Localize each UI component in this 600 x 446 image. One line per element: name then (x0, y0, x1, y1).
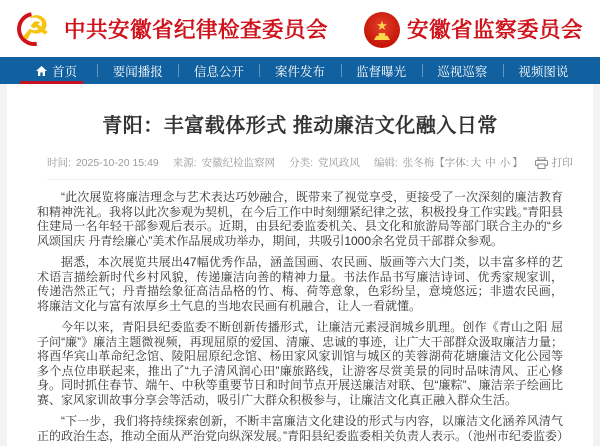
org-link-discipline-commission[interactable] (17, 9, 328, 49)
national-emblem-icon (364, 12, 400, 48)
print-button-label: 打印 (551, 157, 573, 169)
font-size-suffix: 】 (512, 157, 523, 169)
font-size-control (434, 155, 522, 170)
org-name-discipline-commission: 中共安徽省纪律检查委员会 (63, 18, 328, 42)
org-name-supervisory-committee: 安徽省监察委员会 (407, 18, 584, 42)
org-link-supervisory-committee[interactable] (364, 10, 583, 48)
nav-item-supervision-exposure[interactable] (341, 57, 422, 84)
article-title: 青阳：丰富载体形式 推动廉洁文化融入日常 (102, 115, 498, 137)
font-size-small-button[interactable]: 小 (499, 157, 511, 169)
article-body (7, 180, 593, 443)
nav-item-label: 巡视巡察 (437, 64, 488, 79)
meta-time-label: 时间: (47, 157, 71, 169)
article-tools (434, 155, 572, 170)
meta-editor-label: 编辑: (373, 157, 398, 169)
nav-item-label: 视频图说 (518, 64, 569, 79)
meta-time (47, 155, 159, 170)
nav-item-inspection-tour[interactable] (422, 57, 503, 84)
nav-item-label: 监督曝光 (356, 64, 407, 79)
gate-icon (374, 33, 390, 40)
article-meta-row (47, 155, 573, 180)
font-size-medium-button[interactable]: 中 (485, 157, 496, 169)
party-emblem-icon (17, 9, 57, 49)
home-icon (36, 66, 47, 76)
nav-item-label: 案件发布 (274, 64, 325, 79)
printer-icon (535, 157, 548, 169)
nav-item-video-gallery[interactable] (503, 57, 584, 84)
meta-source (173, 155, 275, 170)
meta-source-value: 安徽纪检监察网 (201, 157, 276, 169)
meta-time-value: 2025-10-20 15:49 (75, 157, 159, 169)
site-header (0, 0, 600, 57)
article-paragraph: “此次展览将廉洁理念与艺术表达巧妙融合，既带来了视觉享受，更接受了一次深刻的廉洁教育和精神洗礼。我将以此次参观为契机，在今后工作中时刻绷紧纪律之弦，积极投身工作实践。”青阳县住建局一名年轻干部参观后表示。近期，由县纪委监委机关、县文化和旅游局等部门联合主办的“乡风颂国庆 丹青绘廉心”美术作品展成功举办，期间，共吸引1000余名党员干部群众参观。 (37, 190, 564, 248)
meta-category-label: 分类: (289, 157, 314, 169)
meta-category-value: 党风政风 (317, 157, 360, 169)
main-navbar (0, 57, 600, 84)
font-size-large-button[interactable]: 大 (470, 157, 482, 169)
nav-item-case-release[interactable] (259, 57, 340, 84)
hammer-sickle-icon: ☭ (20, 9, 50, 46)
article-paragraph: 今年以来，青阳县纪委监委不断创新传播形式，让廉洁元素浸润城乡肌理。创作《青山之阳 屈子问“廉”》廉洁主题微视频，再现屈原的爱国、清廉、忠诚的事迹，让广大干部群众汲取廉洁力量；将酉华宾山革命纪念馆、陵阳屈原纪念馆、杨田家风家训馆与城区的芙蓉湖荷花塘廉洁文化公园等多个点位串联起来，推出了“九子清风润心田”廉旅路线，让游客尽赏美景的同时品味清风、正心修身。同时抓住春节、端午、中秋等重要节日和时间节点开展送廉洁对联、包“廉粽”、廉洁亲子绘画比赛、家风家训故事分享会等活动，吸引广大群众积极参与，让廉洁文化真正融入群众生活。 (37, 320, 563, 407)
article-paragraph: “下一步，我们将持续探索创新，不断丰富廉洁文化建设的形式与内容，以廉洁文化涵养风清气正的政治生态，推动全面从严治党向纵深发展。”青阳县纪委监委相关负责人表示。（池州市纪委监委） (37, 414, 570, 443)
nav-item-home[interactable] (16, 57, 97, 84)
article-paragraph: 据悉，本次展览共展出47幅优秀作品，涵盖国画、农民画、版画等六大门类，以丰富多样的艺术语言描绘新时代乡村风貌，传递廉洁向善的精神力量。书法作品书写廉洁诗词、优秀家规家训，传递浩然正气；丹青描绘象征高洁品格的竹、梅、荷等意象，色彩纷呈，意境悠远；非遗农民画，将廉洁文化与富有浓厚乡土气息的当地农民画有机融合，让人一看就懂。 (37, 255, 563, 313)
meta-editor-value: 张冬梅 (402, 157, 435, 169)
meta-source-label: 来源: (172, 157, 197, 169)
font-size-prefix: 【字体: (434, 157, 469, 169)
nav-item-info-disclosure[interactable] (178, 57, 259, 84)
meta-editor (374, 155, 434, 170)
print-button[interactable] (535, 155, 573, 170)
nav-item-label: 首页 (52, 64, 78, 79)
star-icon: ★ (376, 18, 388, 33)
article-meta-left (47, 155, 434, 170)
nav-item-news[interactable] (97, 57, 178, 84)
meta-category (289, 155, 360, 170)
article-container (7, 84, 593, 446)
nav-item-label: 要闻播报 (112, 64, 163, 79)
nav-item-label: 信息公开 (193, 64, 244, 79)
